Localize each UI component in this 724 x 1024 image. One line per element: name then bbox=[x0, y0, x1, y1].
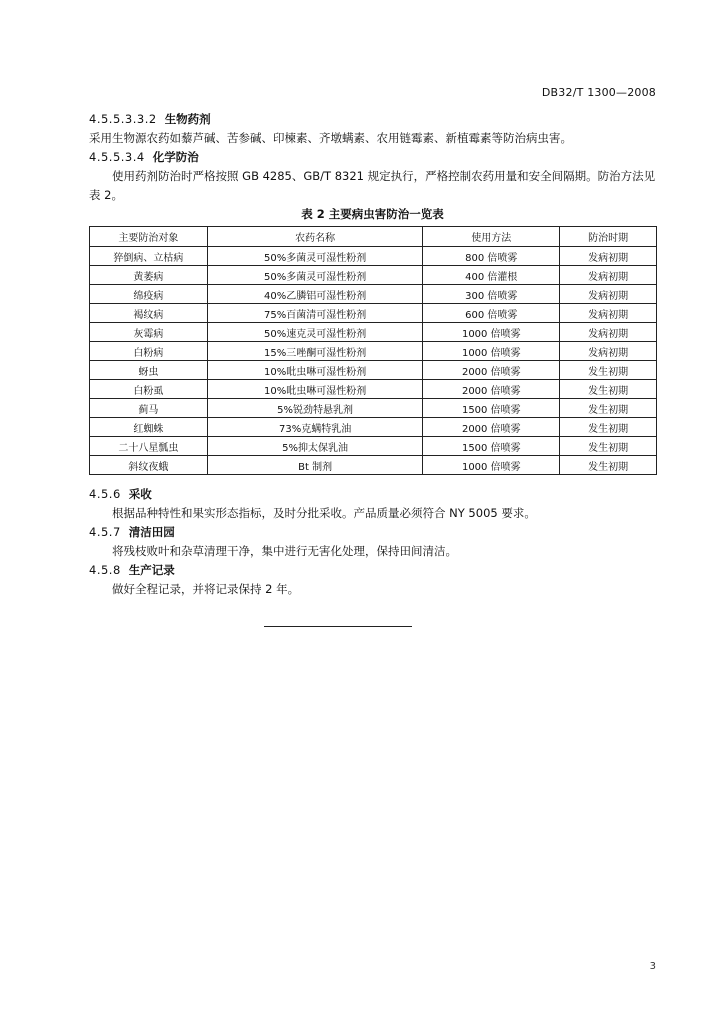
table-cell: 发病初期 bbox=[560, 266, 657, 285]
table-row bbox=[90, 323, 657, 342]
table-cell: 猝倒病、立枯病 bbox=[90, 247, 208, 266]
section-text-clean: 将残枝败叶和杂草清理干净，集中进行无害化处理，保持田间清洁。 bbox=[112, 544, 457, 558]
section-title: 清洁田园 bbox=[128, 525, 175, 539]
table-cell: 发病初期 bbox=[560, 247, 657, 266]
table-cell: 40%乙膦铝可湿性粉剂 bbox=[207, 285, 423, 304]
table-cell: 2000 倍喷雾 bbox=[423, 380, 560, 399]
table-cell: 发生初期 bbox=[560, 361, 657, 380]
page-number: 3 bbox=[649, 961, 656, 972]
table-cell: 蚜虫 bbox=[90, 361, 208, 380]
table-cell: 1500 倍喷雾 bbox=[423, 437, 560, 456]
section-title: 生物药剂 bbox=[164, 112, 211, 126]
table-cell: 50%多菌灵可湿性粉剂 bbox=[207, 247, 423, 266]
table-caption: 表 2 主要病虫害防治一览表 bbox=[301, 207, 444, 221]
section-number: 4.5.7 bbox=[89, 525, 121, 539]
table-cell: 发生初期 bbox=[560, 456, 657, 475]
table-row bbox=[90, 266, 657, 285]
table-cell: Bt 制剂 bbox=[207, 456, 423, 475]
section-number: 4.5.5.3.3.2 bbox=[89, 112, 157, 126]
table-cell: 5%锐劲特悬乳剂 bbox=[207, 399, 423, 418]
table-cell: 发病初期 bbox=[560, 285, 657, 304]
table-cell: 50%多菌灵可湿性粉剂 bbox=[207, 266, 423, 285]
table-cell: 二十八星瓢虫 bbox=[90, 437, 208, 456]
table-cell: 斜纹夜蛾 bbox=[90, 456, 208, 475]
table-cell: 600 倍喷雾 bbox=[423, 304, 560, 323]
table-row bbox=[90, 437, 657, 456]
table-cell: 800 倍喷雾 bbox=[423, 247, 560, 266]
table-header-row bbox=[90, 227, 657, 247]
table-cell: 红蜘蛛 bbox=[90, 418, 208, 437]
section-number: 4.5.6 bbox=[89, 487, 121, 501]
table-cell: 发生初期 bbox=[560, 437, 657, 456]
section-heading-record bbox=[89, 561, 656, 580]
table-cell: 褐纹病 bbox=[90, 304, 208, 323]
table-cell: 黄萎病 bbox=[90, 266, 208, 285]
section-title: 采收 bbox=[128, 487, 152, 501]
table-header-cell: 使用方法 bbox=[423, 227, 560, 247]
table-cell: 73%克螨特乳油 bbox=[207, 418, 423, 437]
table-cell: 2000 倍喷雾 bbox=[423, 361, 560, 380]
table-cell: 300 倍喷雾 bbox=[423, 285, 560, 304]
section-text-chem: 使用药剂防治时严格按照 GB 4285、GB/T 8321 规定执行，严格控制农药用量和安全间隔期。防治方法见表 2。 bbox=[89, 169, 656, 202]
table-header-cell: 防治时期 bbox=[560, 227, 657, 247]
section-number: 4.5.8 bbox=[89, 563, 121, 577]
table-cell: 15%三唑酮可湿性粉剂 bbox=[207, 342, 423, 361]
table-header-cell: 农药名称 bbox=[207, 227, 423, 247]
table-cell: 2000 倍喷雾 bbox=[423, 418, 560, 437]
table-cell: 10%吡虫啉可湿性粉剂 bbox=[207, 380, 423, 399]
table-cell: 5%抑太保乳油 bbox=[207, 437, 423, 456]
table-row bbox=[90, 285, 657, 304]
table-cell: 发病初期 bbox=[560, 323, 657, 342]
table-cell: 发生初期 bbox=[560, 399, 657, 418]
table-cell: 绵疫病 bbox=[90, 285, 208, 304]
section-heading-bio bbox=[89, 110, 656, 129]
table-cell: 灰霉病 bbox=[90, 323, 208, 342]
table-row bbox=[90, 247, 657, 266]
table-cell: 发生初期 bbox=[560, 418, 657, 437]
document-code: DB32/T 1300—2008 bbox=[541, 86, 656, 99]
main-content bbox=[89, 110, 656, 599]
table-cell: 1000 倍喷雾 bbox=[423, 342, 560, 361]
table-row bbox=[90, 342, 657, 361]
table-cell: 蓟马 bbox=[90, 399, 208, 418]
end-divider bbox=[264, 626, 412, 627]
table-cell: 1000 倍喷雾 bbox=[423, 456, 560, 475]
table-cell: 发病初期 bbox=[560, 342, 657, 361]
table-cell: 发生初期 bbox=[560, 380, 657, 399]
table-cell: 50%速克灵可湿性粉剂 bbox=[207, 323, 423, 342]
table-row bbox=[90, 304, 657, 323]
table-row bbox=[90, 361, 657, 380]
table-row bbox=[90, 418, 657, 437]
section-text-record: 做好全程记录，并将记录保持 2 年。 bbox=[112, 582, 300, 596]
section-number: 4.5.5.3.4 bbox=[89, 150, 145, 164]
section-text-harvest: 根据品种特性和果实形态指标，及时分批采收。产品质量必须符合 NY 5005 要求。 bbox=[112, 506, 536, 520]
table-cell: 10%吡虫啉可湿性粉剂 bbox=[207, 361, 423, 380]
table-cell: 发病初期 bbox=[560, 304, 657, 323]
section-heading-chem bbox=[89, 148, 656, 167]
section-title: 化学防治 bbox=[152, 150, 199, 164]
section-heading-clean bbox=[89, 523, 656, 542]
table-cell: 白粉虱 bbox=[90, 380, 208, 399]
table-cell: 白粉病 bbox=[90, 342, 208, 361]
table-header-cell: 主要防治对象 bbox=[90, 227, 208, 247]
table-cell: 1500 倍喷雾 bbox=[423, 399, 560, 418]
table-row bbox=[90, 399, 657, 418]
table-cell: 1000 倍喷雾 bbox=[423, 323, 560, 342]
table-row bbox=[90, 380, 657, 399]
table-cell: 400 倍灌根 bbox=[423, 266, 560, 285]
section-heading-harvest bbox=[89, 485, 656, 504]
table-row bbox=[90, 456, 657, 475]
section-title: 生产记录 bbox=[128, 563, 175, 577]
table-cell: 75%百菌清可湿性粉剂 bbox=[207, 304, 423, 323]
pest-control-table bbox=[89, 226, 657, 475]
section-text-bio: 采用生物源农药如藜芦碱、苦参碱、印楝素、齐墩螨素、农用链霉素、新植霉素等防治病虫害。 bbox=[89, 131, 572, 145]
